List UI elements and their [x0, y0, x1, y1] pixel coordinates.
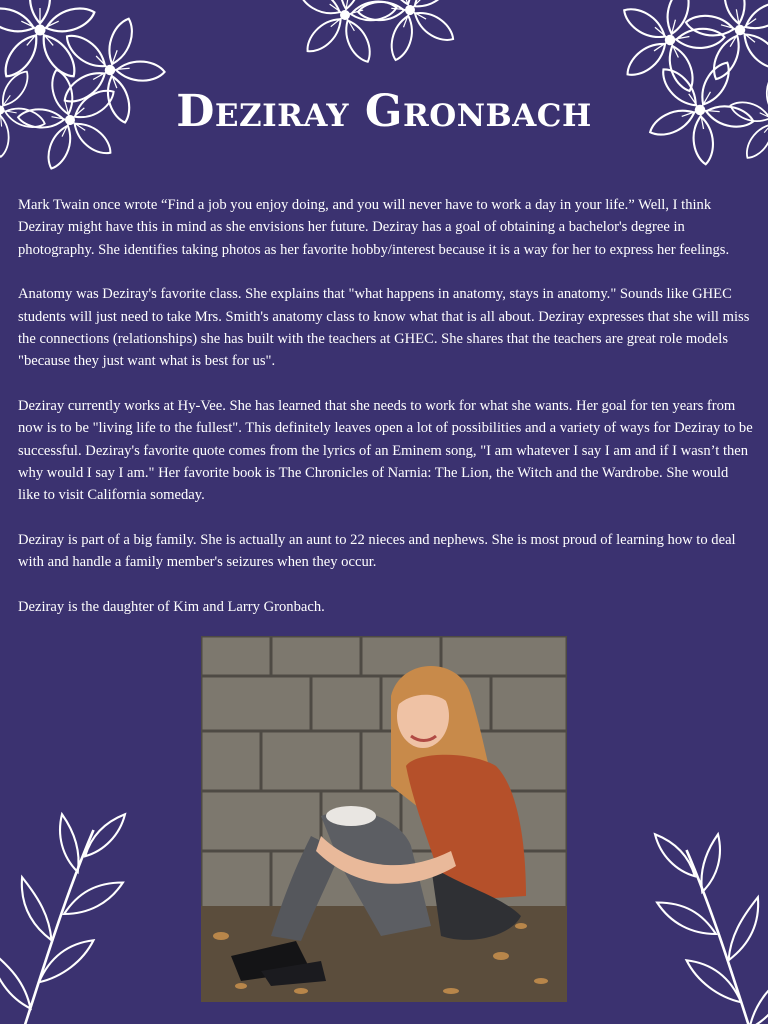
page-title: Deziray Gronbach	[176, 86, 592, 137]
portrait-photo	[201, 636, 567, 1002]
bio-paragraph-parents: Deziray is the daughter of Kim and Larry Gronbach.	[18, 598, 325, 615]
bio-paragraph-work: Deziray currently works at Hy-Vee. She has learned that she needs to work for what she wants. Her goal for ten years from now is to be "living life to the fullest". This definitely leaves open a lot of possibilities and a variety of ways for Deziray to be successful. Deziray's favorite quote comes from the lyrics of an Eminem song, "I am whatever I say I am and if I wasn’t then why would I say I am." Her favorite book is The Chronicles of Narnia: The Lion, the Witch and the Wardrobe. She would like to visit California someday.	[18, 397, 753, 504]
bio-paragraph-family: Deziray is part of a big family. She is actually an aunt to 22 nieces and nephews. She is most proud of learning how to deal with and handle a family member's seizures when they occur.	[18, 531, 736, 571]
leaf-branch-icon	[0, 790, 180, 1024]
leaf-branch-icon	[590, 800, 768, 1024]
bio-paragraph-school: Anatomy was Deziray's favorite class. She explains that "what happens in anatomy, stays in anatomy." Sounds like GHEC students will just need to take Mrs. Smith's anatomy class to know what that is all about. Deziray expresses that she will miss the connections (relationships) she has built with the teachers at GHEC. She shares that the teachers are great role models "because they just want what is best for us".	[18, 286, 750, 370]
flower-pair-icon	[270, 0, 490, 80]
bio-paragraph-career: Mark Twain once wrote “Find a job you enjoy doing, and you will never have to work a day in your life.” Well, I think Deziray might have this in mind as she envisions her future. Deziray has a goal of obtaining a bachelor's degree in photography. She identifies taking photos as her favorite hobby/interest because it is a way for her to express her feelings.	[18, 197, 730, 258]
biography-text	[18, 194, 753, 640]
